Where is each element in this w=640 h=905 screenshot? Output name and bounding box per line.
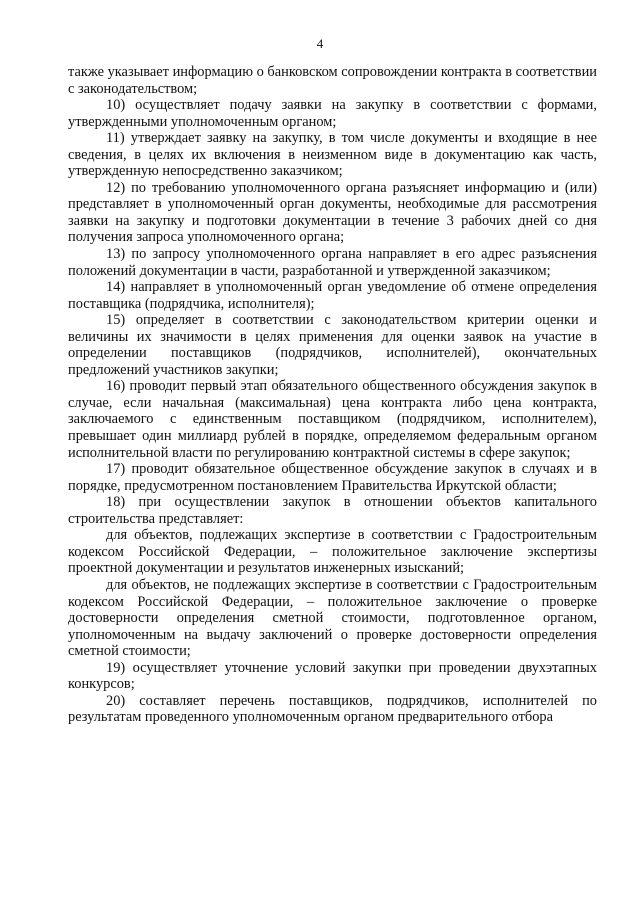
paragraph-item-18: 18) при осуществлении закупок в отношении объектов капитального строительства представляет: <box>68 494 597 527</box>
paragraph-item-13: 13) по запросу уполномоченного органа направляет в его адрес разъяснения положений документации в части, разработанной и утвержденной заказчиком; <box>68 246 597 279</box>
paragraph-item-17: 17) проводит обязательное общественное обсуждение закупок в случаях и в порядке, предусмотренном постановлением Правительства Иркутской области; <box>68 461 597 494</box>
document-body <box>68 64 597 726</box>
paragraph-item-14: 14) направляет в уполномоченный орган уведомление об отмене определения поставщика (подрядчика, исполнителя); <box>68 279 597 312</box>
paragraph-item-19: 19) осуществляет уточнение условий закупки при проведении двухэтапных конкурсов; <box>68 659 597 693</box>
paragraph-item-20: 20) составляет перечень поставщиков, подрядчиков, исполнителей по результатам проведенного уполномоченным органом предварительного отбора <box>68 692 597 726</box>
paragraph-item-12: 12) по требованию уполномоченного органа разъясняет информацию и (или) представляет в уполномоченный орган документы, необходимые для рассмотрения заявки на закупку и подготовки документации в течение 3 рабочих дней со дня получения запроса уполномоченного органа; <box>68 179 597 246</box>
page-number: 4 <box>316 36 324 51</box>
paragraph-item-15: 15) определяет в соответствии с законодательством критерии оценки и величины их значимости в целях применения для оценки заявок на участие в определении поставщиков (подрядчиков, исполнителей), окончательных предложений участников закупки; <box>68 312 597 378</box>
paragraph-item-18-sub-2: для объектов, не подлежащих экспертизе в соответствии с Градостроительным кодексом Российской Федерации, – положительное заключение о проверке достоверности определения сметной стоимости, подготовленное органом, уполномоченным на выдачу заключений о проверке достоверности определения сметной стоимости; <box>68 576 597 660</box>
paragraph-continuation: также указывает информацию о банковском сопровождении контракта в соответствии с законодательством; <box>68 64 597 97</box>
paragraph-item-16: 16) проводит первый этап обязательного общественного обсуждения закупок в случае, если начальная (максимальная) цена контракта либо цена контракта, заключаемого с единственным поставщиком (подрядчиком, исполнителем), превышает один миллиард рублей в порядке, определяемом федеральным органом исполнительной власти по регулированию контрактной системы в сфере закупок; <box>68 378 597 461</box>
paragraph-item-18-sub-1: для объектов, подлежащих экспертизе в соответствии с Градостроительным кодексом Российской Федерации, – положительное заключение экспертизы проектной документации и результатов инженерных изысканий; <box>68 527 597 577</box>
paragraph-item-11: 11) утверждает заявку на закупку, в том числе документы и входящие в нее сведения, в целях их включения в неизменном виде в документацию как часть, утвержденную непосредственно заказчиком; <box>68 130 597 180</box>
paragraph-item-10: 10) осуществляет подачу заявки на закупку в соответствии с формами, утвержденными уполномоченным органом; <box>68 97 597 130</box>
